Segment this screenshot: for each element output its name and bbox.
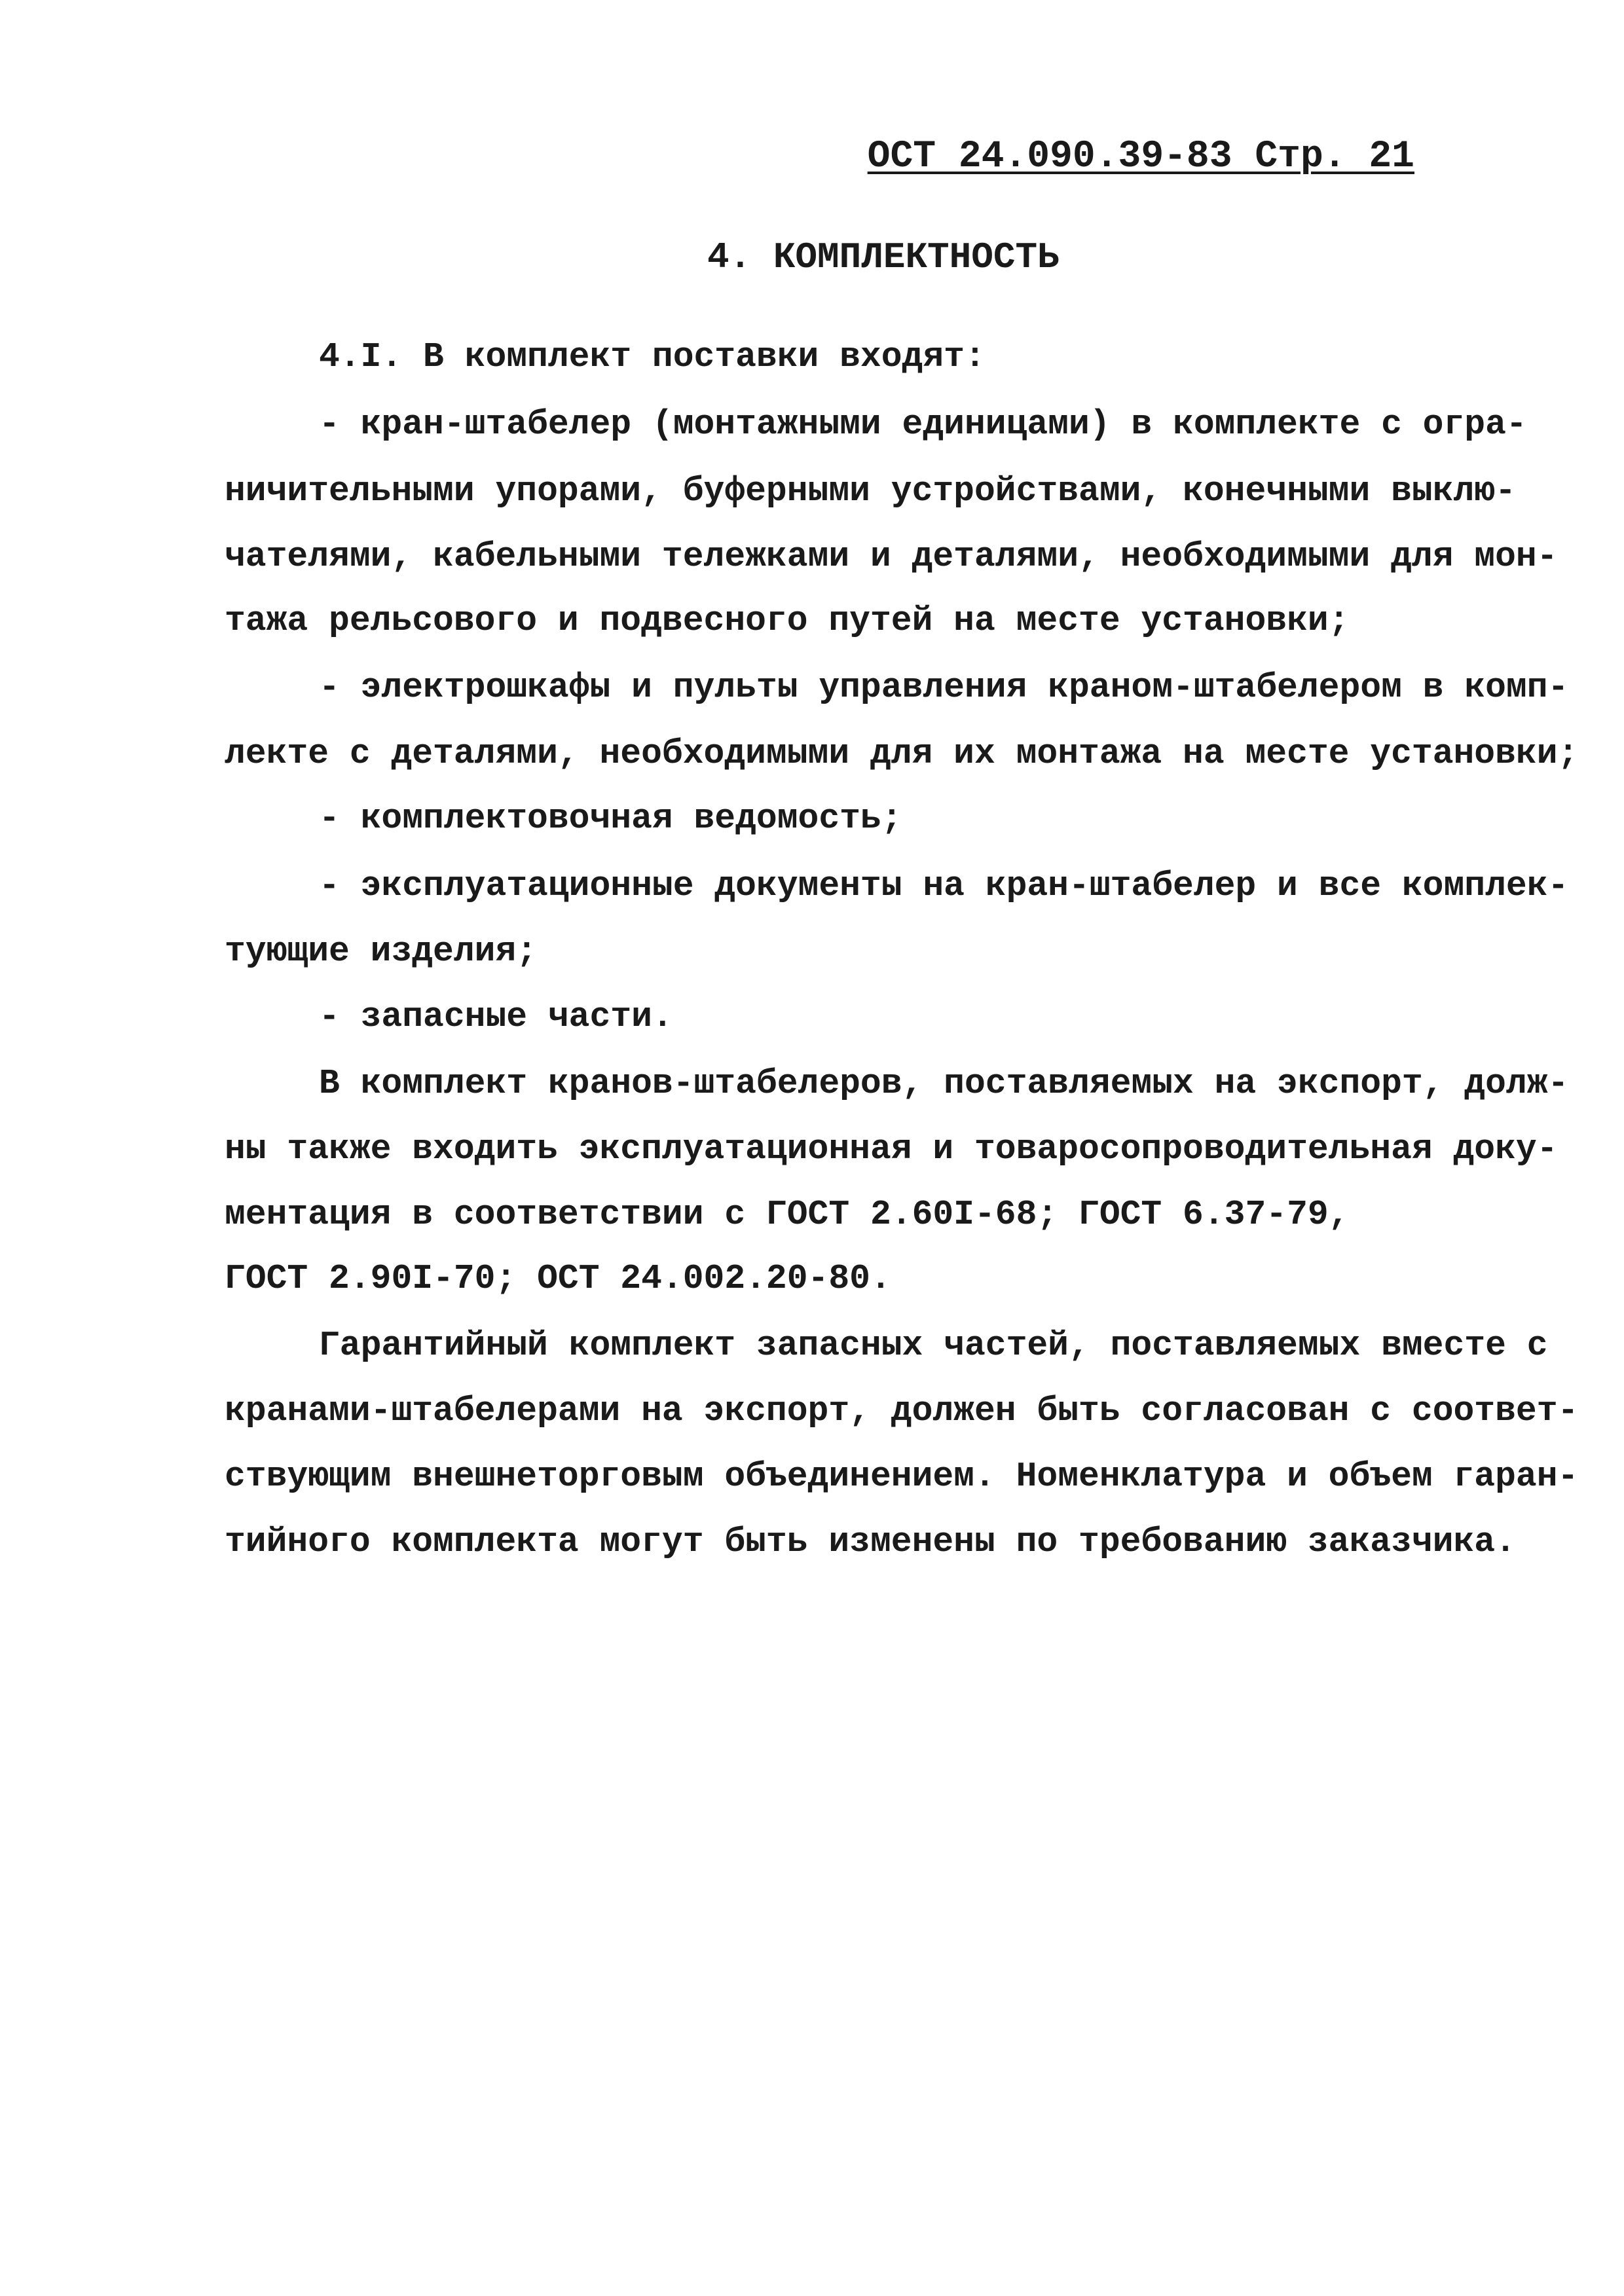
paragraph-line: ничительными упорами, буферными устройствами, конечными выклю-: [225, 471, 1516, 511]
paragraph-line: - запасные части.: [319, 997, 673, 1036]
paragraph-line: ГОСТ 2.90I-70; ОСТ 24.002.20-80.: [225, 1259, 891, 1298]
paragraph-line: чателями, кабельными тележками и деталями, необходимыми для мон-: [225, 537, 1558, 576]
paragraph-line: ны также входить эксплуатационная и товаросопроводительная доку-: [225, 1129, 1558, 1169]
document-reference: ОСТ 24.090.39-83 Стр. 21: [867, 136, 1414, 178]
section-title: 4. КОМПЛЕКТНОСТЬ: [707, 236, 1060, 278]
paragraph-line: Гарантийный комплект запасных частей, поставляемых вместе с: [319, 1326, 1548, 1365]
paragraph-line: тующие изделия;: [225, 932, 538, 971]
paragraph-line: тийного комплекта могут быть изменены по требованию заказчика.: [225, 1522, 1516, 1561]
paragraph-line: - кран-штабелер (монтажными единицами) в комплекте с огра-: [319, 405, 1527, 444]
paragraph-line: ствующим внешнеторговым объединением. Номенклатура и объем гаран-: [225, 1457, 1579, 1496]
paragraph-line: 4.I. В комплект поставки входят:: [319, 337, 986, 376]
paragraph-line: - электрошкафы и пульты управления краном-штабелером в комп-: [319, 668, 1569, 707]
paragraph-line: кранами-штабелерами на экспорт, должен быть согласован с соответ-: [225, 1391, 1579, 1430]
paragraph-line: лекте с деталями, необходимыми для их монтажа на месте установки;: [225, 734, 1579, 773]
paragraph-line: В комплект кранов-штабелеров, поставляемых на экспорт, долж-: [319, 1064, 1569, 1103]
paragraph-line: тажа рельсового и подвесного путей на месте установки;: [225, 601, 1350, 640]
paragraph-line: ментация в соответствии с ГОСТ 2.60I-68; ГОСТ 6.37-79,: [225, 1195, 1350, 1234]
paragraph-line: - эксплуатационные документы на кран-штабелер и все комплек-: [319, 866, 1569, 905]
paragraph-line: - комплектовочная ведомость;: [319, 799, 902, 838]
